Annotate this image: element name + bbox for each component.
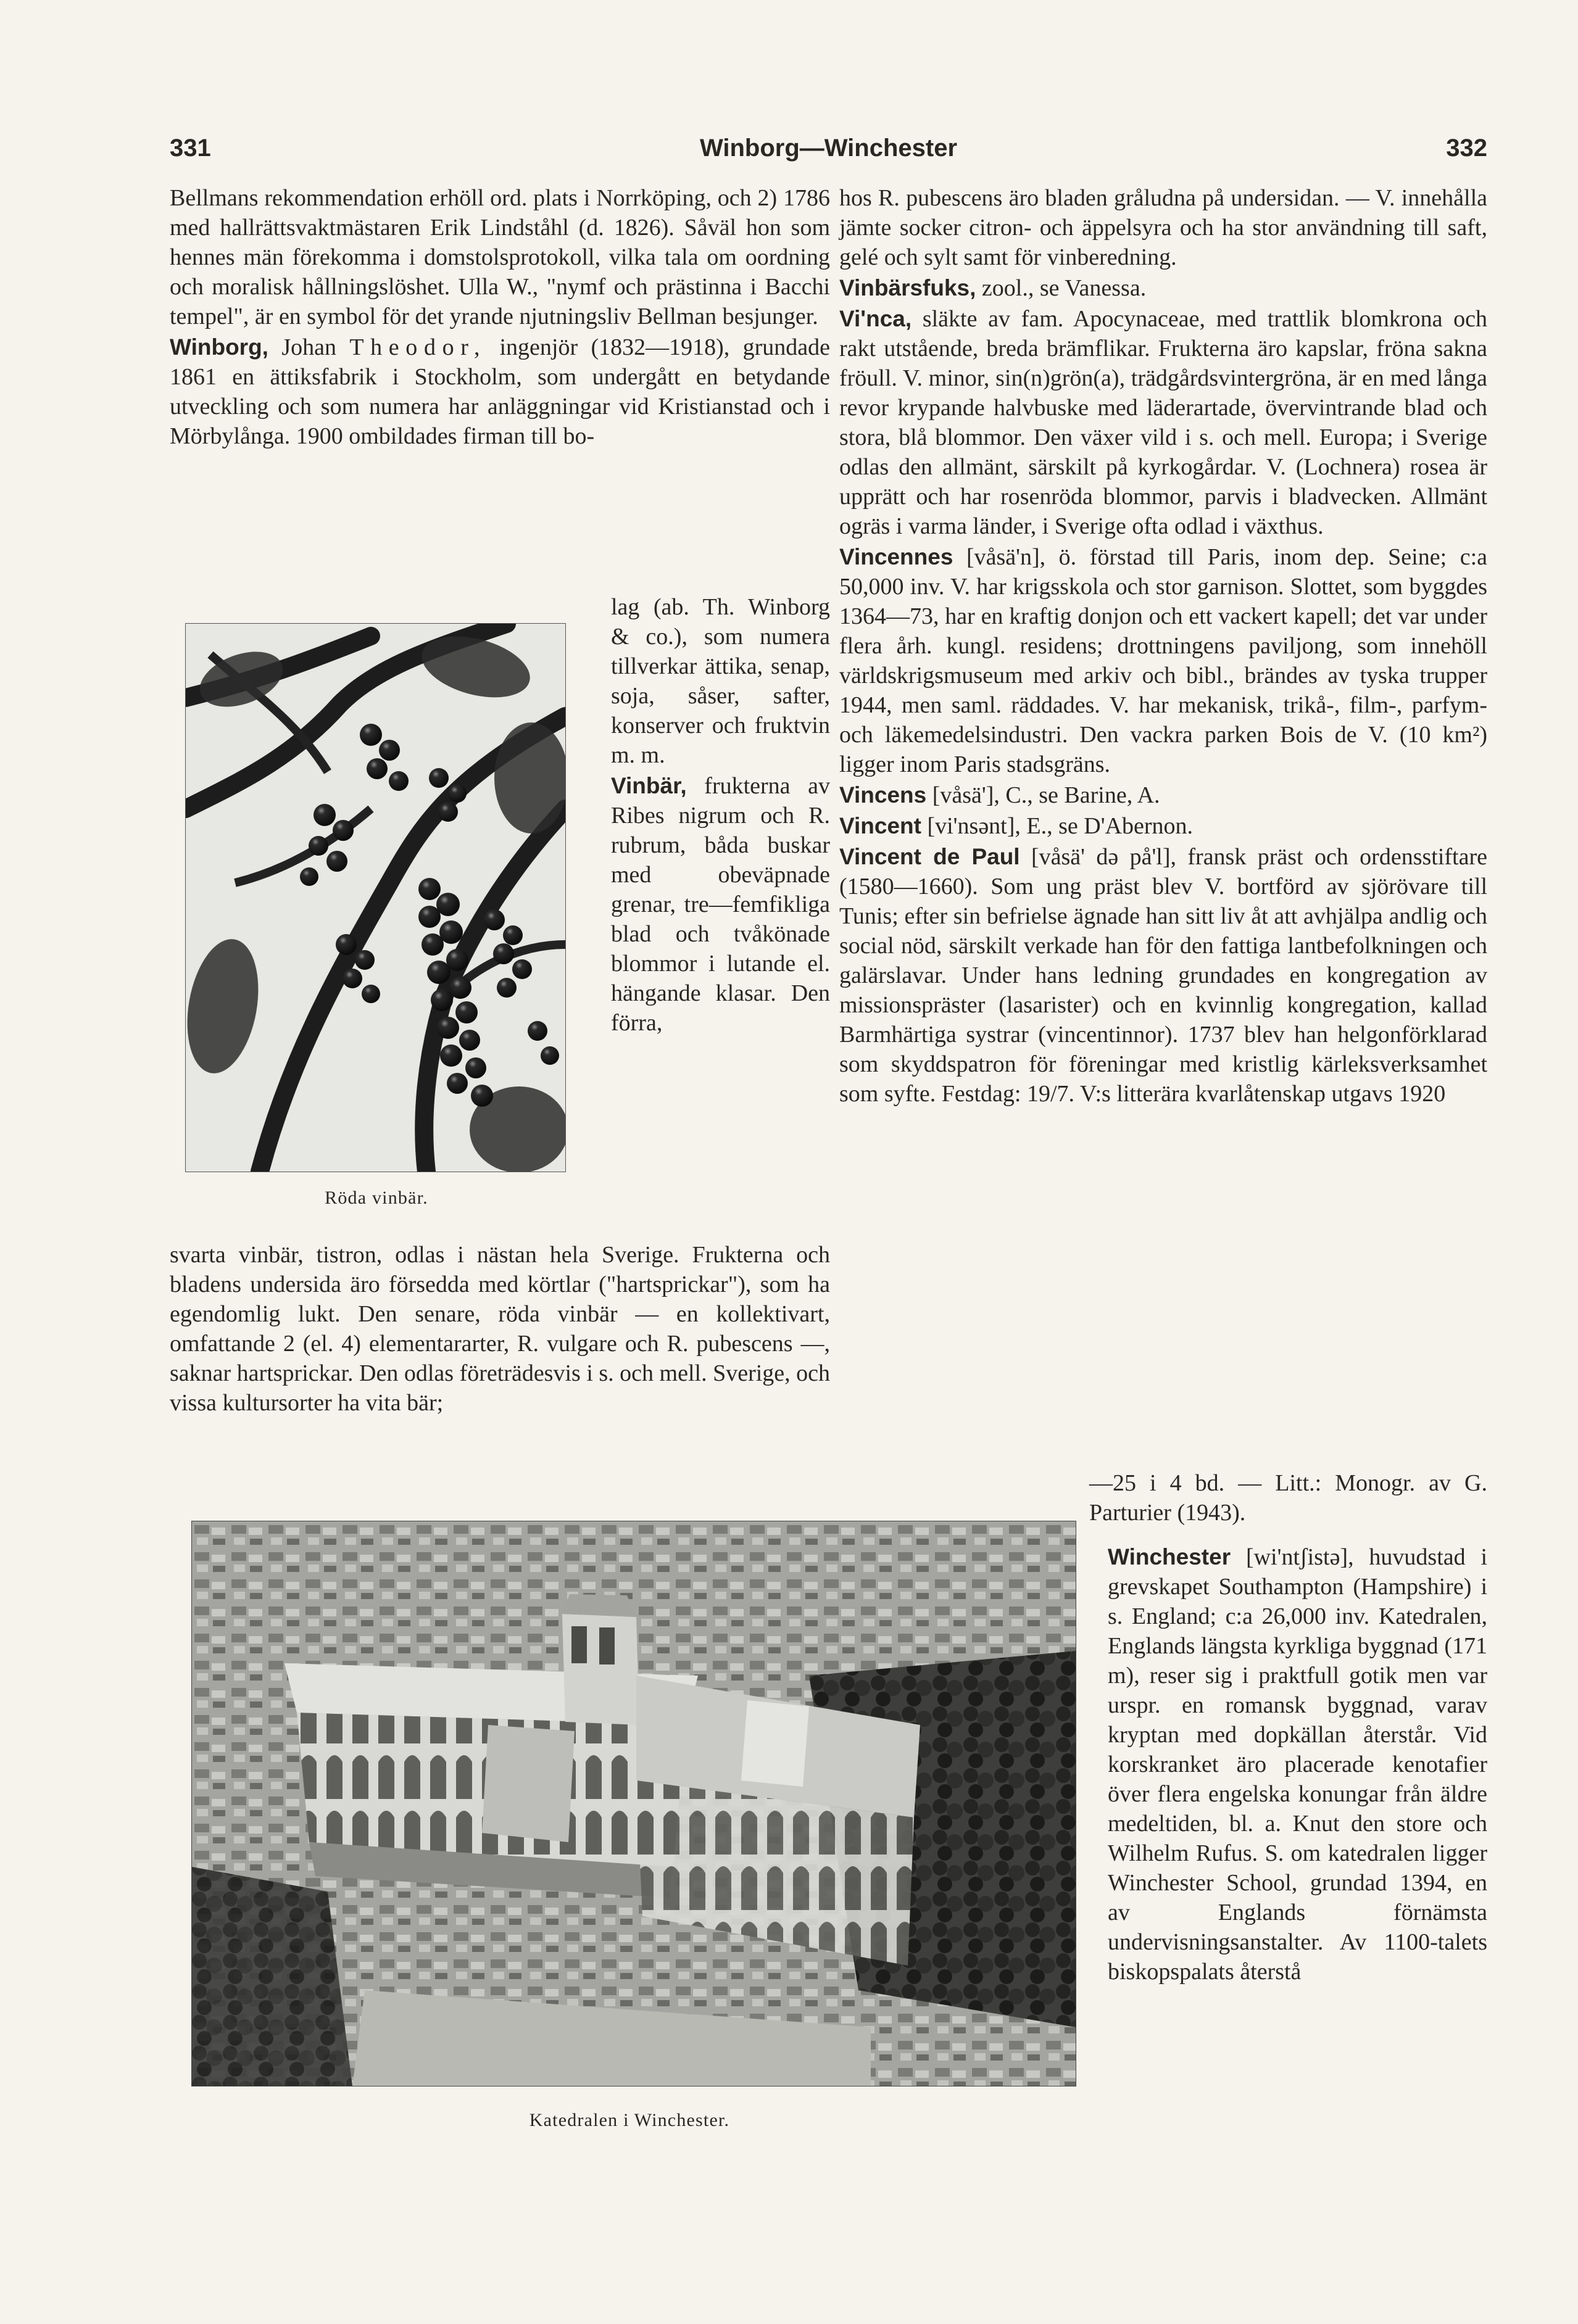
running-title: Winborg—Winchester	[699, 134, 958, 162]
winborg-continuation: lag (ab. Th. Winborg & co.), som numera tillverkar ättika, senap, soja, såser, safter, konserver och fruktvin m. m.	[611, 594, 830, 768]
headword-vincent-de-paul: Vincent de Paul	[839, 844, 1020, 869]
vinbar-continuation	[170, 1240, 830, 1418]
winborg-firstname: Johan	[281, 334, 336, 360]
headword-vincennes: Vincennes	[839, 544, 953, 569]
vincens-text: [våsä'], C., se Barine, A.	[932, 782, 1160, 808]
vincent-entry	[839, 811, 1487, 841]
headword-vincens: Vincens	[839, 782, 927, 808]
vincens-entry	[839, 780, 1487, 810]
winchester-text: [wi'ntʃistə], huvudstad i grevskapet Southampton (Hampshire) i s. England; c:a 26,000 inv. Katedralen, Englands längsta kyrkliga byggnad (171 m), reser sig i praktfull gotik men var urspr. en romansk byggnad, varav kryptan med dopkällan återstår. Vid korskranket äro placerade kenotafier över flera engelska konungar från äldre medeltiden, bl. a. Knut den store och Wilhelm Rufus. S. om katedralen ligger Winchester School, grundad 1394, en av Englands förnämsta undervisningsanstalter. Av 1100-talets biskopspalats återstå	[1108, 1544, 1488, 1985]
currant-photo	[185, 623, 566, 1172]
winborg-entry	[170, 333, 830, 451]
pubescens-paragraph: hos R. pubescens äro bladen gråludna på undersidan. — V. innehålla jämte socker citron- och äppelsyra och ha stor användning till saft, gelé och sylt samt för vinberedning.	[839, 185, 1487, 270]
bellman-paragraph: Bellmans rekommendation erhöll ord. plats i Norrköping, och 2) 1786 med hallrättsvaktmästaren Erik Lindståhl (d. 1826). Såväl hon som hennes män förekomma i domstolsprotokoll, vilka tala om oordning och moralisk hållningslöshet. Ulla W., "nymf och prästinna i Bacchi tempel", är en symbol för det yrande njutningsliv Bellman besjunger.	[170, 185, 830, 329]
berry-caption: Röda vinbär.	[325, 1188, 428, 1208]
winborg-text: ingenjör (1832—1918), grundade 1861 en ättiksfabrik i Stockholm, som undergått en betydande utveckling och som numera har anläggningar vid Kristianstad och i Mörbylånga. 1900 ombildades firman till bo-	[170, 334, 831, 449]
winborg-spaced-name: Theodor,	[349, 334, 487, 360]
vincennes-text: [våsä'n], ö. förstad till Paris, inom dep. Seine; c:a 50,000 inv. V. har krigsskola och stor garnison. Slottet, som byggdes 1364—73, har en kraftig donjon och ett vackert kapell; det var under flera årh. kungl. residens; drottningens paviljong, som innehöll världskrigsmuseum med arkiv och bibl., brändes av tyska trupper 1944, men saml. räddades. V. har mekanisk, trikå-, film-, parfym- och läkemedelsindustri. Den vackra parken Bois de V. (10 km²) ligger inom Paris stadsgräns.	[839, 544, 1487, 777]
headword-vincent: Vincent	[839, 813, 921, 838]
vincennes-entry	[839, 542, 1487, 779]
vinbar-continuation-text: svarta vinbär, tistron, odlas i nästan hela Sverige. Frukterna och bladens undersida äro försedda med körtlar ("hartsprickar"), som ha egendomlig lukt. Den senare, röda vinbär — en kollektivart, omfattande 2 (el. 4) elementararter, R. vulgare och R. pubescens —, saknar hartsprickar. Den odlas företrädesvis i s. och mell. Sverige, och vissa kultursorter ha vita bär;	[170, 1242, 831, 1416]
right-column	[839, 183, 1487, 1109]
vincent-de-paul-tail	[1089, 1468, 1487, 1528]
vinbar-entry	[611, 771, 830, 1038]
headword-vinbar: Vinbär,	[611, 773, 687, 798]
headword-winborg: Winborg,	[170, 334, 268, 360]
left-column	[170, 183, 830, 451]
vinbarsfuks-text: zool., se Vanessa.	[981, 275, 1147, 301]
vincent-de-paul-entry	[839, 842, 1487, 1109]
cathedral-caption: Katedralen i Winchester.	[529, 2110, 730, 2130]
winchester-paragraph	[1108, 1542, 1487, 1987]
page-number-right: 332	[1446, 134, 1487, 162]
cathedral-photo	[191, 1521, 1076, 2086]
headword-vinbarsfuks: Vinbärsfuks,	[839, 275, 976, 300]
winchester-entry	[1108, 1542, 1487, 1987]
wrap-column	[611, 592, 830, 1038]
vinca-text: släkte av fam. Apocynaceae, med trattlik blomkrona och rakt utstående, breda brämflikar. Frukterna äro kapslar, fröna sakna fröull. V. minor, sin(n)grön(a), trädgårdsvintergröna, är en med långa revor krypande halvbuske med läderartade, övervintrande blad och stora, blå blommor. Den växer vild i s. och mell. Europa; i Sverige odlas den allmänt, särskilt på kyrkogårdar. V. (Lochnera) rosea är upprätt och har rosenröda blommor, parvis i bladvecken. Allmänt ogräs i varma länder, i Sverige ofta odlad i växthus.	[839, 306, 1488, 539]
vincent-text: [vi'nsənt], E., se D'Abernon.	[927, 813, 1194, 839]
page-number-left: 331	[170, 134, 211, 162]
vinbar-text: frukterna av Ribes nigrum och R. rubrum, båda buskar med obeväpnade grenar, tre—femfikliga blad och tvåkönade blommor i lutande el. hängande klasar. Den förra,	[611, 773, 830, 1036]
headword-winchester: Winchester	[1108, 1544, 1231, 1569]
vincent-de-paul-tail-text: —25 i 4 bd. — Litt.: Monogr. av G. Parturier (1943).	[1089, 1470, 1487, 1526]
vincent-de-paul-text: [våsä' də på'l], fransk präst och ordensstiftare (1580—1660). Som ung präst blev V. bortförd av sjörövare till Tunis; efter sin befrielse ägnade han sitt liv åt att avhjälpa andlig och social nöd, särskilt verkade han för den fattiga lantbefolkningen och galärslavar. Under hans ledning grundades en kongregation av missionspräster (lasarister) och en kvinnlig kongregation, kallad Barmhärtiga systrar (vincentinnor). 1737 blev han helgonförklarad som skyddspatron för föreningar med kristlig kärleksverksamhet som syfte. Festdag: 19/7. V:s litterära kvarlåtenskap utgavs 1920	[839, 844, 1487, 1107]
vinbarsfuks-entry	[839, 273, 1487, 303]
headword-vinca: Vi'nca,	[839, 306, 912, 331]
page-header	[170, 134, 1487, 172]
vinca-entry	[839, 304, 1487, 541]
